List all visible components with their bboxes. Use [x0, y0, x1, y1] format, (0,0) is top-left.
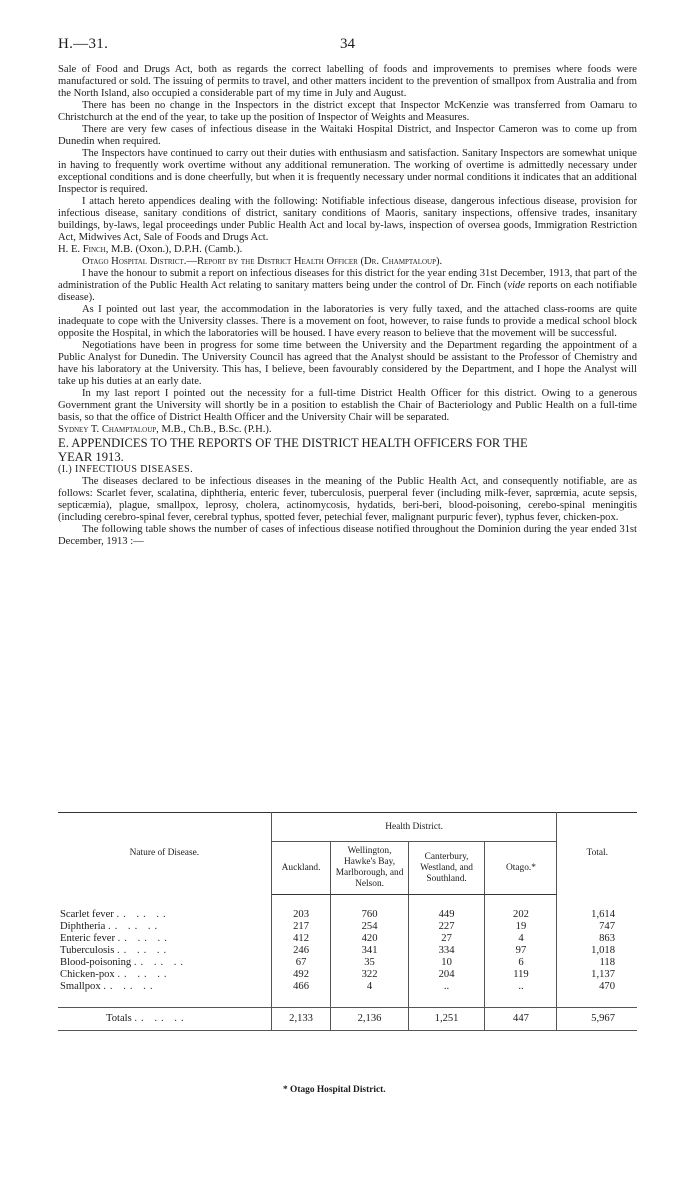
series-number: H.—31. — [58, 36, 109, 52]
header-auckland: Auckland. — [271, 842, 331, 895]
table-row: Enteric fever .. .. .. 412 420 27 4 863 — [60, 933, 615, 944]
table-row: Diphtheria .. .. .. 217 254 227 19 747 — [60, 921, 615, 932]
paragraph: The diseases declared to be infectious diseases in the meaning of the Public Health Act, and consequently notifiable, are as follows: Scarlet fever, scalatina, diphtheria, enteric fever, tuberculosis, puerperal fever (including milk-fever, saprœmia, acute sepsis, septicæmia), plague, smallpox, leprosy, cholera, actinomycosis, hydatids, beri-beri, blood-poisoning, cerebo-spinal meningitis (including cerebro-spinal fever, cerebral typhus, spotted fever, petechial fever, malignant purpuric fever), typhus fever, chicken-pox. — [58, 476, 637, 523]
table-footnote: * Otago Hospital District. — [283, 1085, 386, 1095]
section-subtitle: (I.) INFECTIOUS DISEASES. — [58, 464, 193, 475]
paragraph: Sale of Food and Drugs Act, both as regards the correct labelling of foods and improvements to premises where foods were manufactured or sold. The issuing of permits to travel, and other matters incident to the prevention of smallpox from Australia and from the North Island, also occupied a considerable part of my time in July and August. — [58, 64, 637, 99]
table-row: Tuberculosis .. .. .. 246 341 334 97 1,018 — [60, 945, 615, 956]
paragraph: There are very few cases of infectious disease in the Waitaki Hospital District, and Inspector Cameron was to come up from Dunedin when required. — [58, 124, 637, 147]
table-row: Blood-poisoning .. .. .. 67 35 10 6 118 — [60, 957, 615, 968]
paragraph: In my last report I pointed out the necessity for a full-time District Health Officer for this district. Owing to a generous Government grant the University will shortly be in a position to establish the Chair of Bacteriology and Public Health on a full-time basis, so that the office of District Health Officer and the University Chair will be separated. — [58, 388, 637, 423]
totals-row: Totals .. .. .. 2,133 2,136 1,251 447 5,967 — [58, 1008, 637, 1031]
paragraph: The following table shows the number of cases of infectious disease notified throughout the Dominion during the year ended 31st December, 1913 :— — [58, 524, 637, 547]
header-canterbury: Canterbury, Westland, and Southland. — [408, 842, 485, 895]
paragraph: There has been no change in the Inspectors in the district except that Inspector McKenzie was transferred from Oamaru to Christchurch at the end of the year, to take up the position of Inspector of Weights and Measures. — [58, 100, 637, 123]
table-row: Chicken-pox .. .. .. 492 322 204 119 1,137 — [60, 969, 615, 980]
otago-report-heading: Otago Hospital District.—Report by the District Health Officer (Dr. Champtaloup). — [82, 256, 443, 267]
paragraph: Negotiations have been in progress for some time between the University and the Department regarding the appointment of a Public Analyst for Dunedin. The University Council has agreed that the Analyst should be assistant to the Professor of Chemistry and have his laboratory at the University. This has, I believe, been favourably considered by the Department, and I hope the Analyst will take up his duties at an early date. — [58, 340, 637, 387]
paragraph: I have the honour to submit a report on infectious diseases for this district for the year ending 31st December, 1913, that part of the administration of the Public Health Act relating to sanitary matters being under the control of Dr. Finch (vide reports on each notifiable disease). — [58, 268, 638, 303]
page-number: 34 — [340, 36, 355, 52]
header-wellington: Wellington, Hawke's Bay, Marlborough, and Nelson. — [331, 842, 408, 895]
paragraph: I attach hereto appendices dealing with the following: Notifiable infectious disease, dangerous infectious disease, provision for infectious disease, sanitary conditions of district, sanitary conditions of Maoris, sanitary inspections, offensive trades, insanitary buildings, by-laws, legal proceedings under Public Health Act and local by-laws, inspection of oversea goods, Immigration Restriction Act, Midwives Act, Sale of Foods and Drugs Act. — [58, 196, 637, 243]
header-nature-of-disease: Nature of Disease. — [58, 813, 271, 895]
header-otago: Otago.* — [485, 842, 557, 895]
section-title: E. APPENDICES TO THE REPORTS OF THE DISTRICT HEALTH OFFICERS FOR THE YEAR 1913. — [58, 436, 528, 464]
signature-finch: H. E. Finch, M.B. (Oxon.), D.P.H. (Camb.). — [58, 244, 243, 255]
infectious-disease-table — [58, 812, 637, 1031]
header-health-district: Health District. — [271, 813, 557, 842]
paragraph: As I pointed out last year, the accommodation in the laboratories is very fully taxed, and the attached class-rooms are quite inadequate to cope with the University classes. There is a movement on foot, however, to raise funds to provide a medical school block opposite the Hospital, in which the laboratories will be housed. I have every reason to believe that the movement will be successful. — [58, 304, 637, 339]
header-total: Total. — [586, 848, 608, 859]
report-body — [58, 64, 637, 548]
paragraph: The Inspectors have continued to carry out their duties with enthusiasm and satisfaction. Sanitary Inspectors are somewhat unique in having to frequently work overtime without any additional remuneration. The working of overtime is admittedly necessary under exceptional conditions and is done cheerfully, but when it is frequently necessary under normal conditions it indicates that an additional Inspector is required. — [58, 148, 637, 195]
table-row: Smallpox .. .. .. 466 4 .. .. 470 — [60, 981, 615, 992]
page-header — [58, 36, 646, 56]
signature-champtaloup: Sydney T. Champtaloup, M.B., Ch.B., B.Sc. (P.H.). — [58, 424, 272, 435]
table-row: Scarlet fever .. .. .. 203 760 449 202 1,614 — [60, 909, 615, 920]
